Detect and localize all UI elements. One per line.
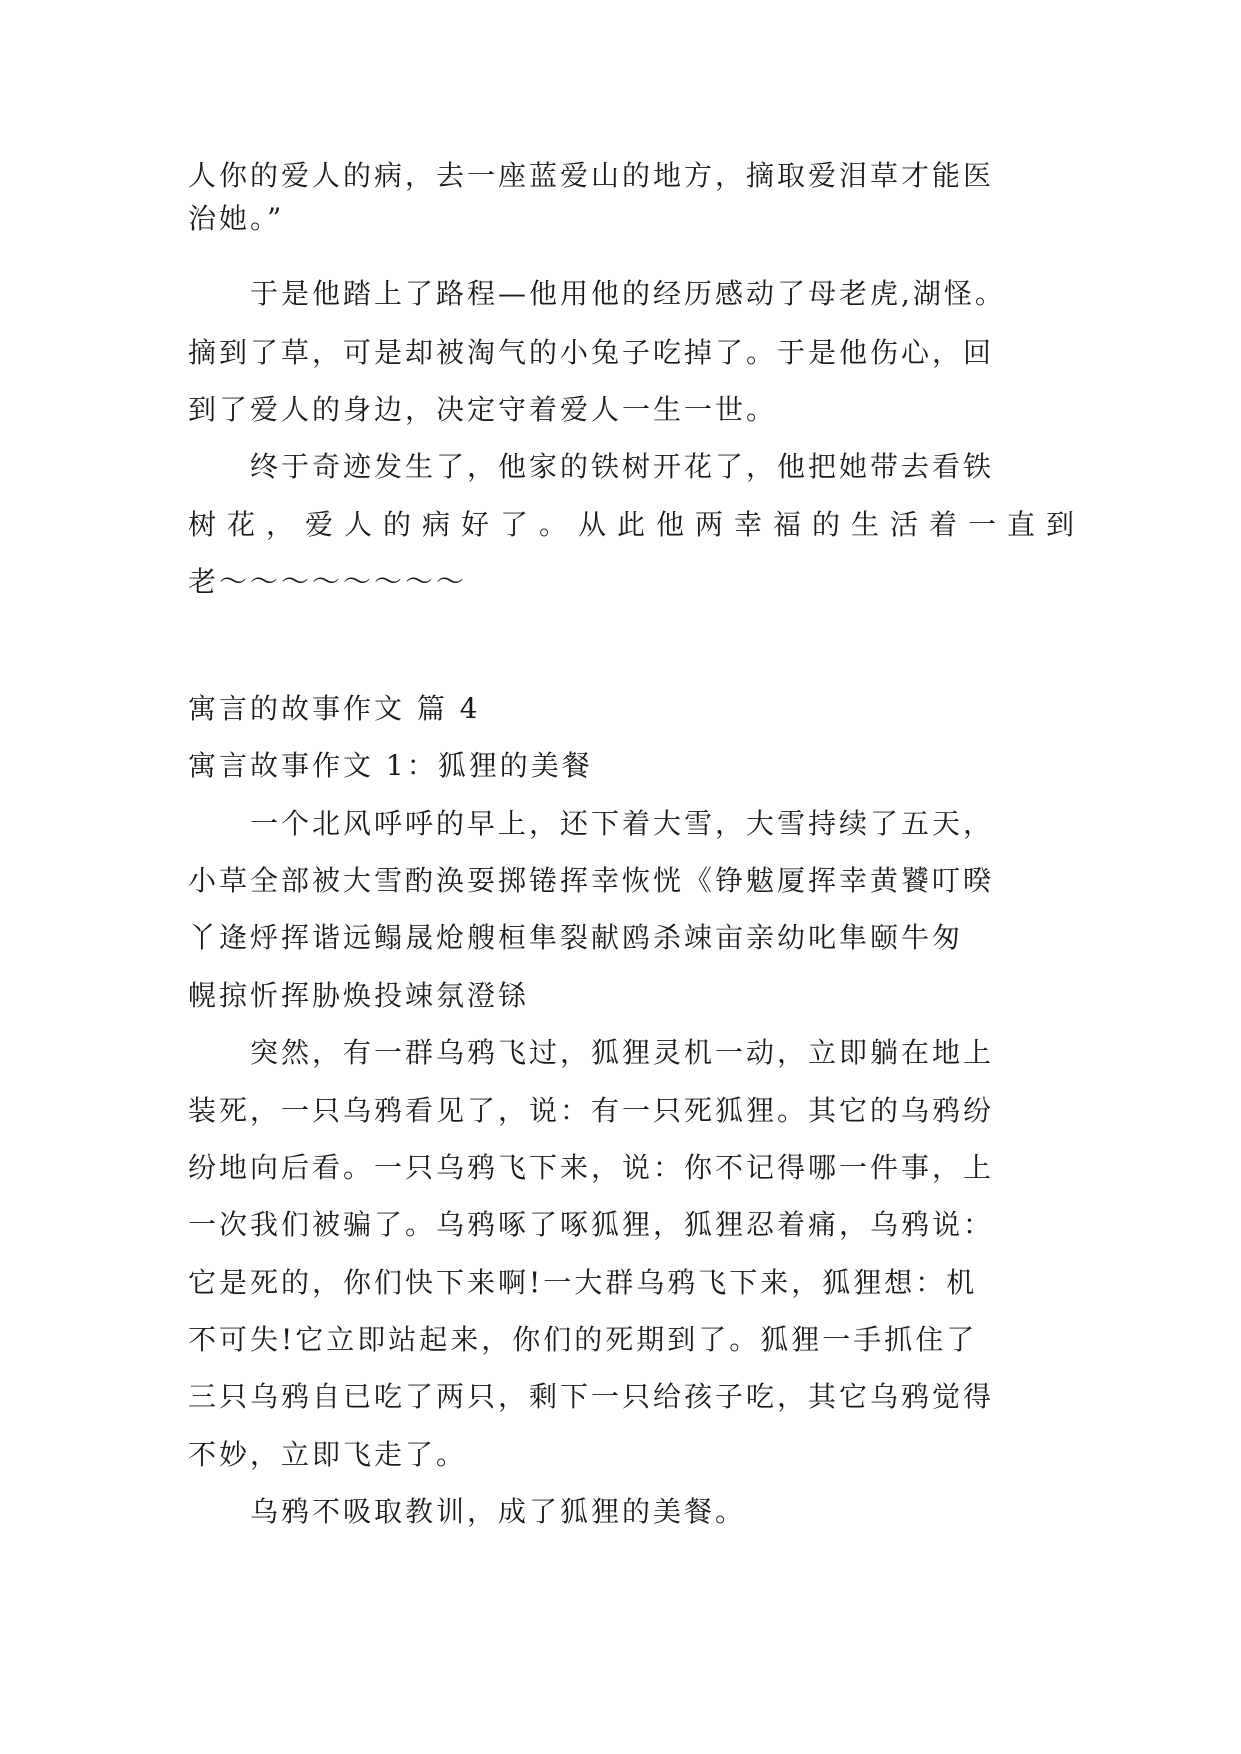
paragraph-line: 丫逄烀挥谐远鳎晟炝艘桓隼裂献鸥杀竦亩亲幼叱隼颐牛匆 — [188, 921, 964, 954]
paragraph-line: 到了爱人的身边，决定守着爱人一生一世。 — [188, 393, 778, 426]
paragraph-line: 装死，一只乌鸦看见了，说：有一只死狐狸。其它的乌鸦纷 — [188, 1094, 995, 1127]
paragraph-line: 老～～～～～～～～ — [188, 565, 468, 598]
paragraph-line: 终于奇迹发生了，他家的铁树开花了，他把她带去看铁 — [250, 450, 995, 483]
paragraph-line: 三只乌鸦自已吃了两只，剩下一只给孩子吃，其它乌鸦觉得 — [188, 1380, 995, 1413]
section-heading: 寓言的故事作文 篇 4 — [188, 692, 481, 725]
paragraph-line: 幌掠忻挥胁焕投竦氛澄铩 — [188, 979, 530, 1012]
paragraph-line: 一个北风呼呼的早上，还下着大雪，大雪持续了五天， — [250, 807, 995, 840]
paragraph-line: 小草全部被大雪酌涣耍掷锩挥幸恢恍《铮魃厦挥幸黄饕叮暌 — [188, 864, 995, 897]
paragraph-line: 它是死的，你们快下来啊!一大群乌鸦飞下来，狐狸想：机 — [188, 1266, 978, 1299]
paragraph-line: 摘到了草，可是却被淘气的小兔子吃掉了。于是他伤心，回 — [188, 336, 995, 369]
paragraph-line: 治她。” — [188, 202, 285, 235]
paragraph-line: 于是他踏上了路程—他用他的经历感动了母老虎,湖怪。 — [250, 277, 1006, 310]
paragraph-line: 突然，有一群乌鸦飞过，狐狸灵机一动，立即躺在地上 — [250, 1036, 995, 1069]
paragraph-line: 树花，爱人的病好了。从此他两幸福的生活着一直到 — [188, 508, 1086, 541]
paragraph-line: 不妙，立即飞走了。 — [188, 1438, 468, 1471]
paragraph-line: 一次我们被骗了。乌鸦啄了啄狐狸，狐狸忍着痛，乌鸦说： — [188, 1208, 995, 1241]
paragraph-line: 人你的爱人的病，去一座蓝爱山的地方，摘取爱泪草才能医 — [188, 159, 995, 192]
paragraph-line: 纷地向后看。一只乌鸦飞下来，说：你不记得哪一件事，上 — [188, 1151, 995, 1184]
paragraph-line: 乌鸦不吸取教训，成了狐狸的美餐。 — [250, 1495, 747, 1528]
paragraph-line: 不可失!它立即站起来，你们的死期到了。狐狸一手抓住了 — [188, 1323, 978, 1356]
story-title: 寓言故事作文 1：狐狸的美餐 — [188, 749, 593, 782]
